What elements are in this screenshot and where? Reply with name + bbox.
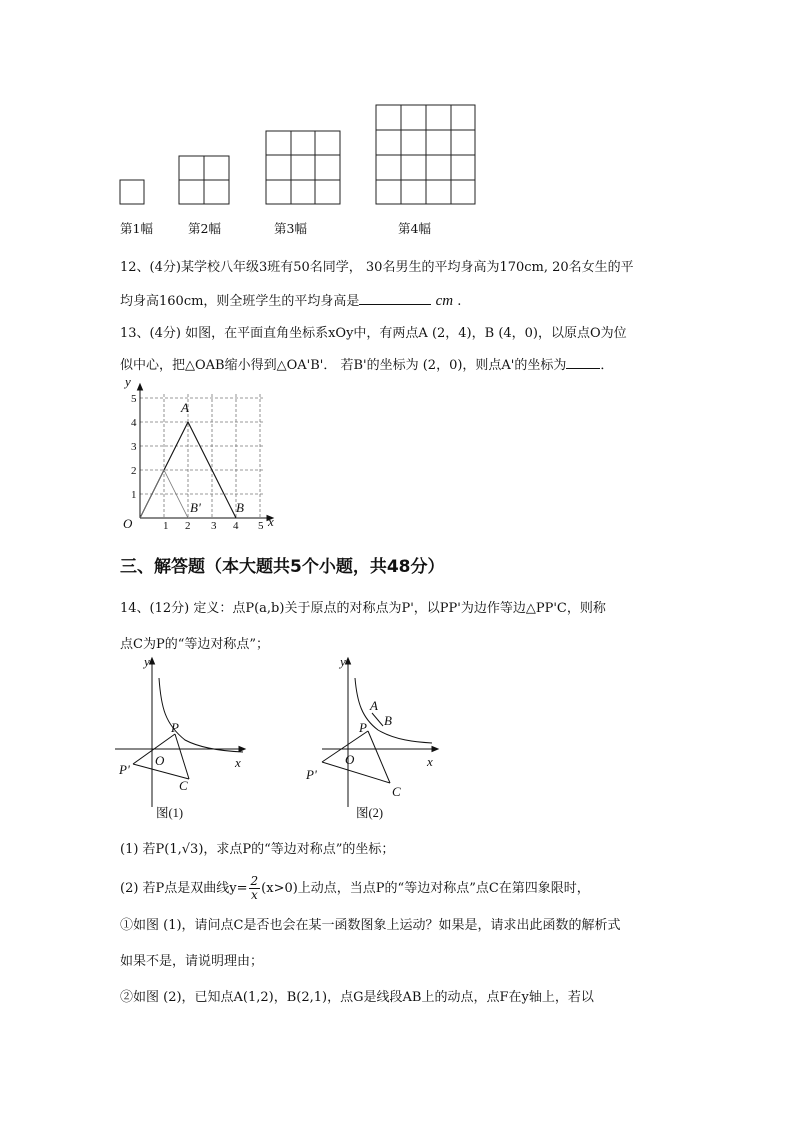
q13-xtick-3: 3 (211, 520, 217, 531)
q12-answer-blank[interactable] (359, 292, 431, 305)
fig2-A-label: A (370, 698, 378, 713)
fig2-Pp-label: P' (306, 767, 317, 782)
q13-point-Bp-label: B' (190, 500, 201, 515)
fig1-caption: 图(1) (156, 806, 184, 820)
pattern-3-grid (266, 131, 340, 204)
q14-part2 (120, 875, 590, 902)
q12-line2-text: 均身高160cm，则全班学生的平均身高是 (120, 294, 360, 309)
fig2-x-label: x (427, 754, 433, 769)
q13-line1: 13、(4分) 如图，在平面直角坐标系xOy中，有两点A (2，4)，B (4，0)，以原点O为位 (120, 326, 627, 341)
q13-line2-text: 似中心，把△OAB缩小得到△OA'B'． 若B'的坐标为 (2，0)，则点A'的坐标为 (120, 358, 567, 373)
pattern-label-3: 第3幅 (274, 221, 307, 236)
fig2-segment-AB (372, 713, 383, 726)
q14-figure-2 (300, 652, 450, 822)
q13-line2-end: ． (600, 358, 614, 373)
q13-answer-blank[interactable] (566, 356, 600, 369)
q13-origin-label: O (123, 516, 133, 531)
fig1-hyperbola (159, 678, 243, 752)
q14-part2-i-line2: 如果不是，请说明理由； (120, 954, 264, 969)
q13-ytick-3: 3 (131, 441, 137, 453)
q13-xtick-5: 5 (258, 520, 264, 531)
q13-grid (140, 394, 264, 518)
fig2-C-label: C (392, 784, 401, 799)
q13-line2 (120, 354, 613, 373)
q13-ytick-4: 4 (131, 417, 137, 429)
q14-part2-fraction (249, 875, 261, 902)
fig2-y-label: y (340, 654, 346, 669)
q13-axis-x-label: x (268, 514, 274, 529)
pattern-1-square (120, 180, 144, 204)
q13-ytick-5: 5 (131, 393, 137, 405)
q14-fraction-numerator: 2 (250, 874, 259, 888)
q14-line1: 14、(12分) 定义：点P(a,b)关于原点的对称点为P'，以PP'为边作等边△PP'C，则称 (120, 601, 606, 616)
q13-coordinate-graph (118, 376, 288, 531)
q14-part2-text-a: (2) 若P点是双曲线y= (120, 881, 248, 896)
fig1-origin-label: O (155, 753, 165, 768)
q12-line1: 12、(4分)某学校八年级3班有50名同学， 30名男生的平均身高为170cm, 20名女生的平 (120, 260, 634, 275)
q14-part2-text-b: (x>0)上动点，当点P的“等边对称点”点C在第四象限时， (261, 881, 590, 896)
q13-xtick-2: 2 (185, 520, 191, 531)
q14-figure-1 (115, 652, 260, 822)
q14-fraction-denominator: x (250, 888, 258, 902)
fig1-Pp-label: P' (119, 762, 130, 777)
q12-unit: cm (435, 293, 454, 309)
pattern-label-1: 第1幅 (120, 221, 153, 236)
q13-point-A-label: A (181, 400, 189, 415)
fig1-P-label: P (171, 720, 179, 735)
fig2-P-label: P (359, 720, 367, 735)
pattern-label-4: 第4幅 (398, 221, 431, 236)
q13-y-arrow (138, 384, 143, 390)
q13-axis-y-label: y (125, 376, 131, 389)
fig2-origin-label: O (345, 752, 355, 767)
q13-xtick-4: 4 (233, 520, 239, 531)
q13-ytick-2: 2 (131, 465, 137, 477)
q13-point-B-label: B (236, 500, 244, 515)
q12-line2-end: . (457, 294, 462, 309)
pattern-label-2: 第2幅 (188, 221, 221, 236)
q13-xtick-1: 1 (163, 520, 169, 531)
pattern-figures (115, 100, 485, 210)
fig2-caption: 图(2) (356, 806, 384, 820)
q12-line2 (120, 290, 461, 310)
fig1-C-label: C (179, 778, 188, 793)
q13-ytick-1: 1 (131, 489, 137, 501)
q14-part2-i-line1: ①如图 (1)，请问点C是否也会在某一函数图象上运动？如果是，请求出此函数的解析式 (120, 918, 621, 933)
fig2-B-label: B (384, 713, 392, 728)
q14-part2-ii: ②如图 (2)，已知点A(1,2)，B(2,1)，点G是线段AB上的动点，点F在y轴上，若以 (120, 990, 594, 1005)
fig1-x-label: x (235, 755, 241, 770)
q14-line2: 点C为P的“等边对称点”； (120, 637, 269, 652)
fig2-triangle (322, 713, 390, 783)
q14-part1: (1) 若P(1,√3)，求点P的“等边对称点”的坐标； (120, 842, 395, 857)
section-3-title: 三、解答题（本大题共5个小题，共48分） (120, 557, 445, 577)
fig1-y-label: y (144, 654, 150, 669)
